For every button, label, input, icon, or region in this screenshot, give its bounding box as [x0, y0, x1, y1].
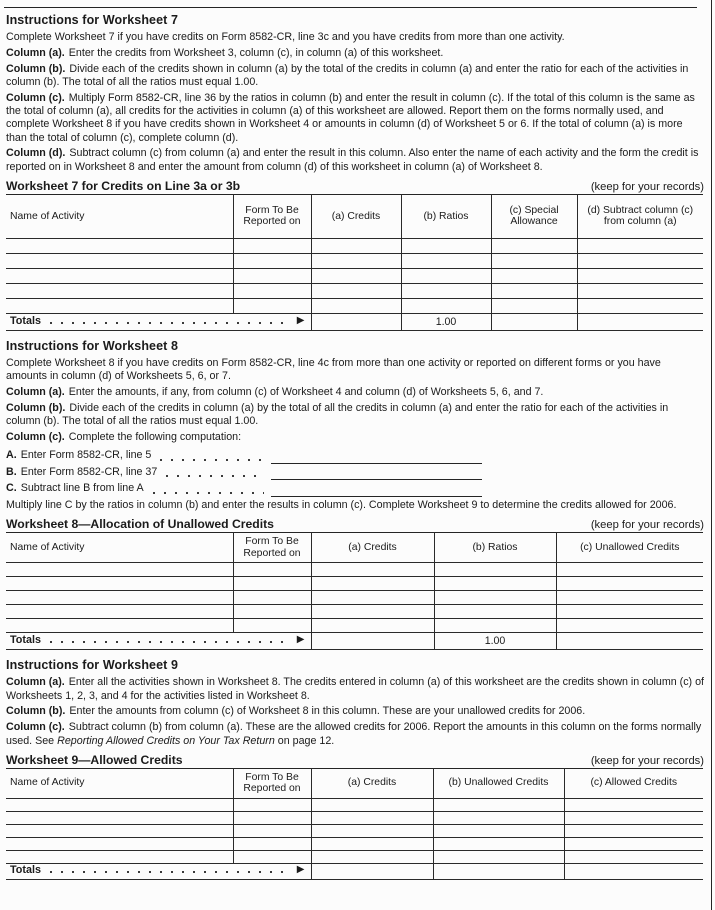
blank-cell	[577, 283, 703, 298]
ws9-column-b-paragraph	[6, 705, 704, 718]
blank-cell	[233, 850, 311, 863]
worksheet8-totals	[6, 633, 703, 650]
paragraph-lead: Column (a).	[6, 386, 65, 399]
ws7-column-d-paragraph	[6, 147, 704, 174]
keep-for-records-note: (keep for your records)	[590, 754, 704, 767]
worksheet9-header	[6, 768, 703, 798]
blank-row	[6, 283, 703, 298]
blank-cell	[311, 591, 434, 605]
blank-cell	[577, 268, 703, 283]
blank-cell	[433, 837, 564, 850]
blank-cell	[233, 298, 311, 313]
blank-row	[6, 619, 703, 633]
blank-cell	[434, 605, 556, 619]
worksheet8-header	[6, 533, 703, 563]
blank-cell	[6, 591, 233, 605]
blank-cell	[311, 298, 401, 313]
blank-cell	[233, 619, 311, 633]
blank-row	[6, 850, 703, 863]
blank-row	[6, 811, 703, 824]
blank-cell	[311, 850, 433, 863]
column-header: Name of Activity	[6, 194, 233, 238]
blank-cell	[233, 268, 311, 283]
blank-row	[6, 577, 703, 591]
italic-reference-text: Reporting Allowed Credits on Your Tax Return	[57, 734, 275, 747]
paragraph-text: Complete the following computation:	[68, 430, 242, 443]
ws7-intro-paragraph	[6, 31, 704, 44]
paragraph-lead: Column (a).	[6, 676, 65, 689]
paragraph-lead: Column (b).	[6, 62, 66, 75]
blank-cell	[233, 824, 311, 837]
paragraph-text: Enter the amounts, if any, from column (c) of Worksheet 4 and column (d) of Worksheets 5, 6, and 7.	[68, 386, 544, 399]
blank-cell	[311, 811, 433, 824]
ws8-multiply-paragraph	[6, 499, 704, 512]
blank-cell	[556, 591, 703, 605]
blank-cell	[556, 577, 703, 591]
ws8-instructions-section	[6, 339, 704, 512]
totals-label: Totals	[10, 634, 41, 647]
paragraph-lead: Column (b).	[6, 401, 66, 414]
blank-row	[6, 837, 703, 850]
worksheet9-totals	[6, 863, 703, 879]
dot-leader	[50, 641, 290, 643]
paragraph-text: Divide each of the credits in column (a) by the total of all the credits in column (a) and enter the ratio for each of the activities in column (b). The total of all the ratios must equal 1.00.	[6, 401, 669, 428]
blank-cell	[6, 811, 233, 824]
totals-arrow-icon: ▶	[296, 864, 305, 876]
paragraph-text: Subtract column (c) from column (a) and enter the result in this column. Also enter the name of each activity and the form the credit is reported on in Worksheet 8 and enter the amount from column (d) of this worksheet in column (a) of Worksheet 8.	[6, 147, 699, 173]
column-header: Name of Activity	[6, 768, 233, 798]
paragraph-lead: Column (d).	[6, 147, 66, 160]
blank-cell	[6, 824, 233, 837]
worksheet7-body	[6, 238, 703, 313]
column-header: (c) Unallowed Credits	[556, 533, 703, 563]
page-content	[6, 13, 704, 888]
column-header: (b) Unallowed Credits	[433, 768, 564, 798]
paragraph-lead: Column (c).	[6, 91, 65, 104]
blank-cell	[233, 563, 311, 577]
totals-label-cell	[6, 863, 311, 879]
blank-cell	[233, 591, 311, 605]
entry-line-blank	[271, 450, 482, 464]
worksheet8-body	[6, 563, 703, 633]
blank-cell	[564, 811, 703, 824]
totals-credits-cell	[311, 313, 401, 330]
blank-cell	[433, 798, 564, 811]
totals-label: Totals	[10, 314, 41, 327]
blank-cell	[311, 577, 434, 591]
entry-line-blank	[271, 483, 482, 497]
blank-row	[6, 563, 703, 577]
blank-cell	[233, 577, 311, 591]
blank-cell	[401, 298, 491, 313]
ws7-table-title: Worksheet 7 for Credits on Line 3a or 3b	[6, 178, 241, 193]
totals-arrow-icon: ▶	[296, 314, 305, 326]
worksheet7-totals	[6, 313, 703, 330]
ws8-column-a-paragraph	[6, 386, 704, 399]
blank-row	[6, 238, 703, 253]
blank-cell	[6, 850, 233, 863]
blank-cell	[233, 811, 311, 824]
worksheet8-table	[6, 532, 703, 650]
totals-arrow-icon: ▶	[296, 634, 305, 646]
totals-ratios-cell: 1.00	[434, 633, 556, 650]
ws9-column-c-paragraph	[6, 721, 704, 748]
ws7-instructions-title: Instructions for Worksheet 7	[6, 13, 179, 27]
totals-label-cell	[6, 313, 311, 330]
column-header: Form To Be Reported on	[233, 533, 311, 563]
blank-cell	[6, 298, 233, 313]
blank-cell	[491, 268, 577, 283]
paragraph-text: Multiply Form 8582-CR, line 36 by the ratios in column (b) and enter the result in column (c). If the total of this column is the same as the total of column (a), all credits for the activities in column (a) of this worksheet are allowed. Report them on the forms normally used, and complete Worksheet 8 if you have credits shown in Worksheet 4 or amounts in column (d) of Worksheet 5 or 6. If the total of column (a) is more than the total of column (c), complete column (d).	[6, 91, 695, 144]
paragraph-tail: on page 12.	[277, 734, 335, 747]
line-letter: A.	[6, 449, 17, 462]
line-letter: C.	[6, 482, 17, 495]
line-text: Subtract line B from line A	[20, 482, 144, 495]
worksheet7-table	[6, 194, 703, 331]
blank-cell	[6, 798, 233, 811]
computation-line-c	[6, 481, 482, 497]
worksheet7-header	[6, 194, 703, 238]
blank-cell	[401, 253, 491, 268]
paragraph-text: Divide each of the credits shown in column (a) by the total of the credits in column (a) and enter the ratio for each of the activities in column (b). The total of all the ratios must equal 1.00.	[6, 62, 689, 88]
blank-cell	[233, 605, 311, 619]
ws8-instructions-title: Instructions for Worksheet 8	[6, 338, 179, 353]
ws8-column-b-paragraph	[6, 402, 704, 429]
totals-label-cell	[6, 633, 311, 650]
line-text: Enter Form 8582-CR, line 5	[20, 449, 152, 462]
column-header: Name of Activity	[6, 533, 233, 563]
blank-cell	[311, 605, 434, 619]
computation-line-a	[6, 448, 482, 464]
blank-cell	[311, 563, 434, 577]
blank-cell	[577, 253, 703, 268]
ws7-table-titlebar	[6, 179, 704, 193]
paragraph-lead: Column (a).	[6, 46, 65, 59]
line-text: Enter Form 8582-CR, line 37	[20, 465, 158, 478]
blank-cell	[401, 268, 491, 283]
blank-cell	[233, 837, 311, 850]
blank-cell	[434, 563, 556, 577]
entry-line-blank	[271, 466, 482, 480]
blank-cell	[233, 253, 311, 268]
totals-row	[6, 863, 703, 879]
paragraph-lead: Column (b).	[6, 705, 66, 718]
totals-unallowed-cell	[433, 863, 564, 879]
ws8-intro-paragraph	[6, 357, 704, 384]
blank-cell	[311, 824, 433, 837]
column-header: Form To Be Reported on	[233, 194, 311, 238]
paragraph-lead: Column (c).	[6, 430, 65, 443]
blank-cell	[233, 238, 311, 253]
blank-cell	[233, 283, 311, 298]
column-header: (d) Subtract column (c) from column (a)	[577, 194, 703, 238]
blank-cell	[6, 837, 233, 850]
ws8-column-c-paragraph	[6, 431, 704, 444]
blank-cell	[6, 605, 233, 619]
blank-row	[6, 798, 703, 811]
page-top-rule	[4, 7, 697, 8]
totals-ratios-cell: 1.00	[401, 313, 491, 330]
paragraph-text: Complete Worksheet 7 if you have credits on Form 8582-CR, line 3c and you have credits from more than one activity.	[6, 31, 565, 43]
blank-row	[6, 253, 703, 268]
blank-cell	[491, 298, 577, 313]
blank-cell	[556, 619, 703, 633]
dot-leader	[50, 871, 290, 873]
column-header: (c) Allowed Credits	[564, 768, 703, 798]
blank-cell	[6, 283, 233, 298]
blank-cell	[6, 577, 233, 591]
totals-row	[6, 633, 703, 650]
totals-label: Totals	[10, 864, 41, 877]
dot-leader	[153, 492, 264, 494]
ws9-instructions-title: Instructions for Worksheet 9	[6, 658, 179, 673]
blank-cell	[434, 619, 556, 633]
blank-cell	[6, 253, 233, 268]
blank-cell	[434, 577, 556, 591]
blank-cell	[433, 824, 564, 837]
ws7-column-a-paragraph	[6, 47, 704, 60]
blank-row	[6, 268, 703, 283]
blank-cell	[311, 798, 433, 811]
blank-cell	[564, 850, 703, 863]
dot-leader	[50, 322, 290, 324]
keep-for-records-note: (keep for your records)	[590, 519, 704, 532]
blank-cell	[433, 811, 564, 824]
blank-cell	[233, 798, 311, 811]
blank-cell	[564, 798, 703, 811]
ws7-column-c-paragraph	[6, 92, 704, 145]
blank-cell	[311, 238, 401, 253]
blank-cell	[6, 268, 233, 283]
computation-line-b	[6, 465, 482, 481]
blank-cell	[311, 268, 401, 283]
totals-row	[6, 313, 703, 330]
line-letter: B.	[6, 465, 17, 478]
blank-cell	[577, 238, 703, 253]
keep-for-records-note: (keep for your records)	[590, 180, 704, 193]
blank-row	[6, 298, 703, 313]
ws7-column-b-paragraph	[6, 63, 704, 90]
blank-cell	[311, 837, 433, 850]
totals-subtract-cell	[577, 313, 703, 330]
paragraph-text: Multiply line C by the ratios in column (b) and enter the results in column (c). Complete Worksheet 9 to determine the credits allowed for 2006.	[6, 499, 677, 512]
blank-cell	[6, 238, 233, 253]
totals-unallowed-cell	[556, 633, 703, 650]
ws9-table-title: Worksheet 9—Allowed Credits	[6, 752, 183, 767]
blank-cell	[434, 591, 556, 605]
column-header: (b) Ratios	[434, 533, 556, 563]
blank-cell	[577, 298, 703, 313]
blank-cell	[491, 253, 577, 268]
column-header: (a) Credits	[311, 768, 433, 798]
paragraph-lead: Column (c).	[6, 721, 65, 734]
ws8-table-title: Worksheet 8—Allocation of Unallowed Credits	[6, 517, 274, 532]
blank-cell	[311, 253, 401, 268]
blank-cell	[556, 605, 703, 619]
blank-cell	[564, 837, 703, 850]
blank-cell	[401, 238, 491, 253]
blank-cell	[556, 563, 703, 577]
blank-cell	[401, 283, 491, 298]
ws9-table-titlebar	[6, 753, 704, 767]
blank-row	[6, 591, 703, 605]
paragraph-text: Enter the amounts from column (c) of Worksheet 8 in this column. These are your unallowed credits for 2006.	[69, 705, 586, 718]
paragraph-text: Subtract column (b) from column (a). These are the allowed credits for 2006. Report the amounts in this column on the forms normally used. See	[6, 721, 702, 747]
column-header: Form To Be Reported on	[233, 768, 311, 798]
dot-leader	[166, 475, 264, 477]
blank-row	[6, 605, 703, 619]
paragraph-text: Enter the credits from Worksheet 3, column (c), in column (a) of this worksheet.	[68, 46, 444, 59]
blank-cell	[564, 824, 703, 837]
blank-cell	[311, 619, 434, 633]
totals-credits-cell	[311, 633, 434, 650]
column-header: (c) Special Allowance	[491, 194, 577, 238]
worksheet9-table	[6, 768, 703, 880]
paragraph-text: Enter all the activities shown in Worksheet 8. The credits entered in column (a) of this worksheet are the credits shown in column (c) of Worksheets 1, 2, 3, and 4 for the activities listed in Worksheet 8.	[6, 676, 704, 702]
column-header: (b) Ratios	[401, 194, 491, 238]
blank-cell	[433, 850, 564, 863]
page-right-rule	[711, 0, 712, 910]
blank-cell	[6, 619, 233, 633]
blank-row	[6, 824, 703, 837]
blank-cell	[311, 283, 401, 298]
ws9-column-a-paragraph	[6, 676, 704, 703]
totals-allowed-cell	[564, 863, 703, 879]
ws7-instructions-section	[6, 13, 704, 174]
blank-cell	[6, 563, 233, 577]
ws9-instructions-section	[6, 658, 704, 747]
blank-cell	[491, 283, 577, 298]
totals-special-allowance-cell	[491, 313, 577, 330]
column-header: (a) Credits	[311, 194, 401, 238]
worksheet9-body	[6, 798, 703, 863]
dot-leader	[160, 459, 264, 461]
paragraph-text: Complete Worksheet 8 if you have credits on Form 8582-CR, line 4c from more than one activity or reported on different forms or you have amounts in column (d) of Worksheets 5, 6, or 7.	[6, 356, 661, 383]
ws8-computation-block	[6, 448, 704, 497]
blank-cell	[491, 238, 577, 253]
ws8-table-titlebar	[6, 517, 704, 531]
totals-credits-cell	[311, 863, 433, 879]
column-header: (a) Credits	[311, 533, 434, 563]
